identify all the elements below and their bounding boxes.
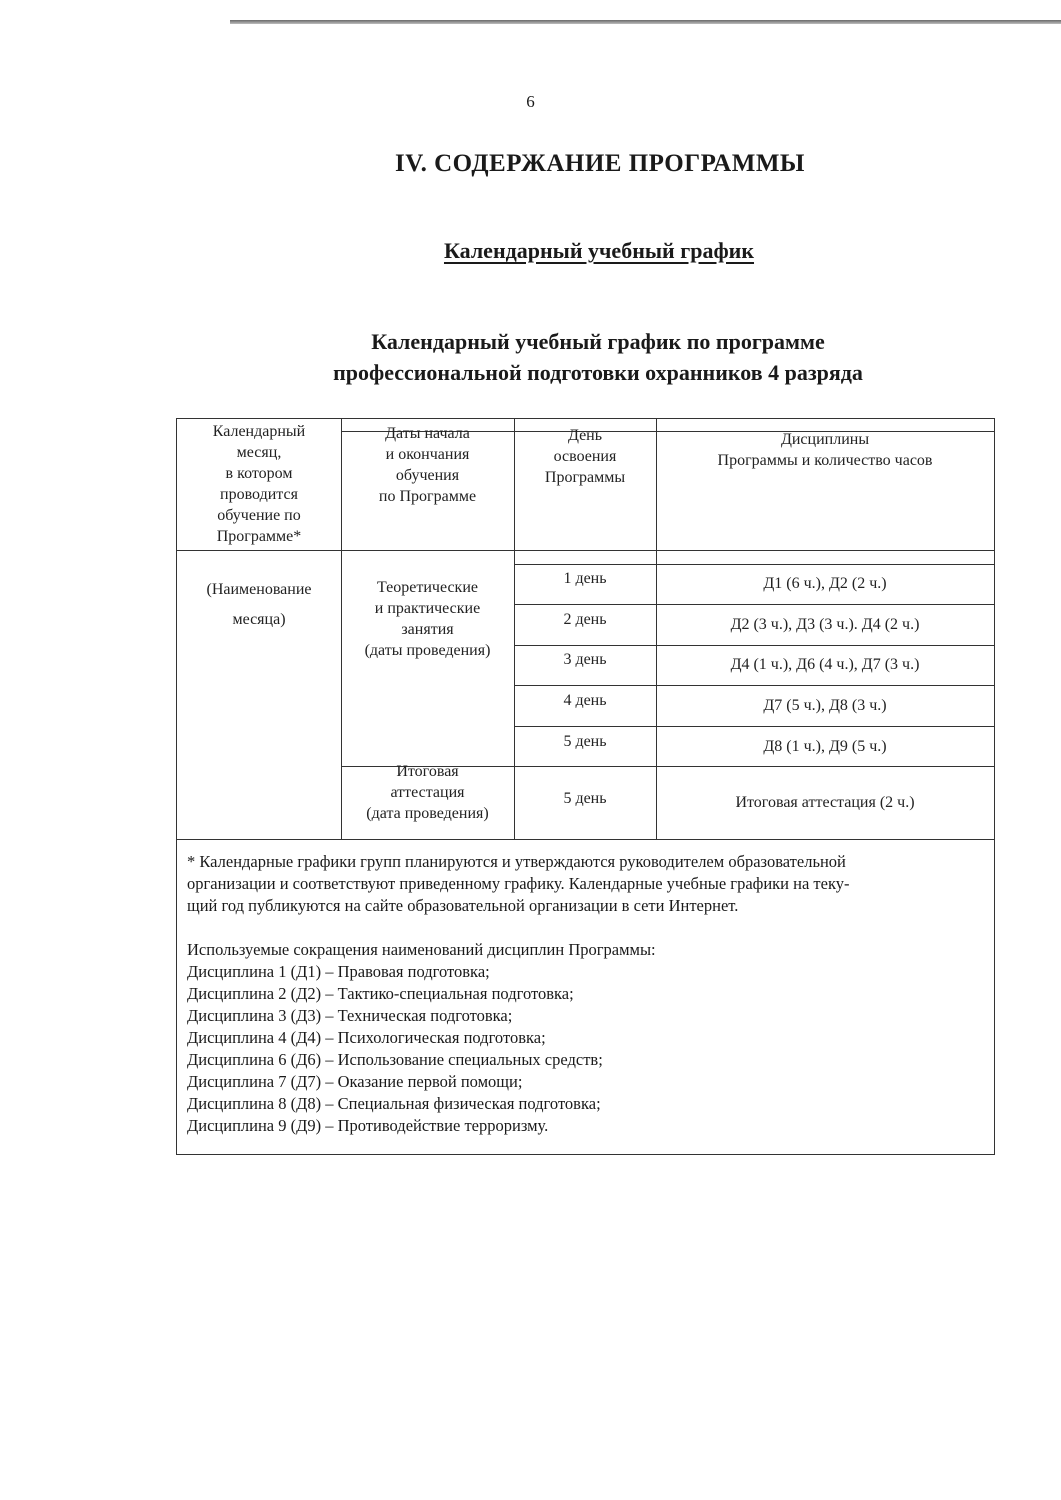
abbrev-item: Дисциплина 1 (Д1) – Правовая подготовка; bbox=[187, 962, 490, 981]
notes bbox=[187, 851, 977, 1137]
disciplines-cell-6: Итоговая аттестация (2 ч.) bbox=[735, 794, 915, 811]
row-4-top-rule bbox=[514, 685, 994, 686]
disciplines-cell-2: Д2 (3 ч.), Д3 (3 ч.). Д4 (2 ч.) bbox=[730, 616, 920, 633]
footnote-line-3: щий год публикуются на сайте образовательной организации в сети Интернет. bbox=[187, 896, 739, 915]
footnote-line-2: организации и соответствуют приведенному графику. Календарные учебные графики на теку- bbox=[187, 874, 850, 893]
day-cell-6: 5 день bbox=[563, 790, 607, 807]
day-cell-5: 5 день bbox=[563, 733, 607, 750]
disciplines-cell-4: Д7 (5 ч.), Д8 (3 ч.) bbox=[763, 697, 887, 714]
scan-edge bbox=[230, 20, 1061, 24]
abbrev-title: Используемые сокращения наименований дисциплин Программы: bbox=[187, 940, 656, 959]
subtitle-text: Календарный учебный график bbox=[443, 238, 755, 263]
month-cell: (Наименование месяца) bbox=[206, 581, 312, 628]
table-caption bbox=[0, 326, 1061, 388]
schedule-table bbox=[176, 418, 995, 1155]
section-title: IV. СОДЕРЖАНИЕ ПРОГРАММЫ bbox=[395, 150, 805, 177]
header-day: День освоения Программы bbox=[544, 427, 626, 486]
exam-cell: Итоговая аттестация (дата проведения) bbox=[366, 763, 489, 822]
day-cell-2: 2 день bbox=[563, 611, 607, 628]
footnote-line-1: * Календарные графики групп планируются и утверждаются руководителем образовательной bbox=[187, 852, 846, 871]
abbrev-item: Дисциплина 9 (Д9) – Противодействие терроризму. bbox=[187, 1116, 549, 1135]
disciplines-cell-5: Д8 (1 ч.), Д9 (5 ч.) bbox=[763, 738, 887, 755]
row-2-top-rule bbox=[514, 604, 994, 605]
row-1-top-rule bbox=[514, 564, 994, 565]
day-cell-3: 3 день bbox=[563, 651, 607, 668]
disciplines-cell-1: Д1 (6 ч.), Д2 (2 ч.) bbox=[763, 575, 887, 592]
abbrev-item: Дисциплина 6 (Д6) – Использование специальных средств; bbox=[187, 1050, 603, 1069]
abbrev-item: Дисциплина 8 (Д8) – Специальная физическая подготовка; bbox=[187, 1094, 601, 1113]
abbrev-item: Дисциплина 4 (Д4) – Психологическая подготовка; bbox=[187, 1028, 546, 1047]
row-3-top-rule bbox=[514, 645, 994, 646]
row-5-top-rule bbox=[514, 726, 994, 727]
day-cell-4: 4 день bbox=[563, 692, 607, 709]
classes-cell: Теоретические и практические занятия (даты проведения) bbox=[364, 579, 491, 659]
disciplines-cell-3: Д4 (1 ч.), Д6 (4 ч.), Д7 (3 ч.) bbox=[730, 656, 920, 673]
table-bottom-rule bbox=[177, 839, 994, 840]
notes-gap bbox=[187, 917, 977, 939]
abbrev-item: Дисциплина 7 (Д7) – Оказание первой помощи; bbox=[187, 1072, 523, 1091]
day-cell-1: 1 день bbox=[563, 570, 607, 587]
header-disciplines: Дисциплины Программы и количество часов bbox=[717, 431, 933, 469]
header-bottom-rule bbox=[177, 550, 994, 551]
abbrev-item: Дисциплина 3 (Д3) – Техническая подготовка; bbox=[187, 1006, 513, 1025]
table-caption-line-1: Календарный учебный график по программе bbox=[371, 329, 825, 354]
abbrev-item: Дисциплина 2 (Д2) – Тактико-специальная подготовка; bbox=[187, 984, 574, 1003]
page-number: 6 bbox=[526, 92, 535, 111]
header-month: Календарный месяц, в котором проводится обучение по Программе* bbox=[212, 423, 306, 545]
subtitle bbox=[0, 238, 1061, 264]
header-dates: Даты начала и окончания обучения по Программе bbox=[378, 425, 477, 505]
table-caption-line-2: профессиональной подготовки охранников 4 разряда bbox=[333, 360, 863, 385]
